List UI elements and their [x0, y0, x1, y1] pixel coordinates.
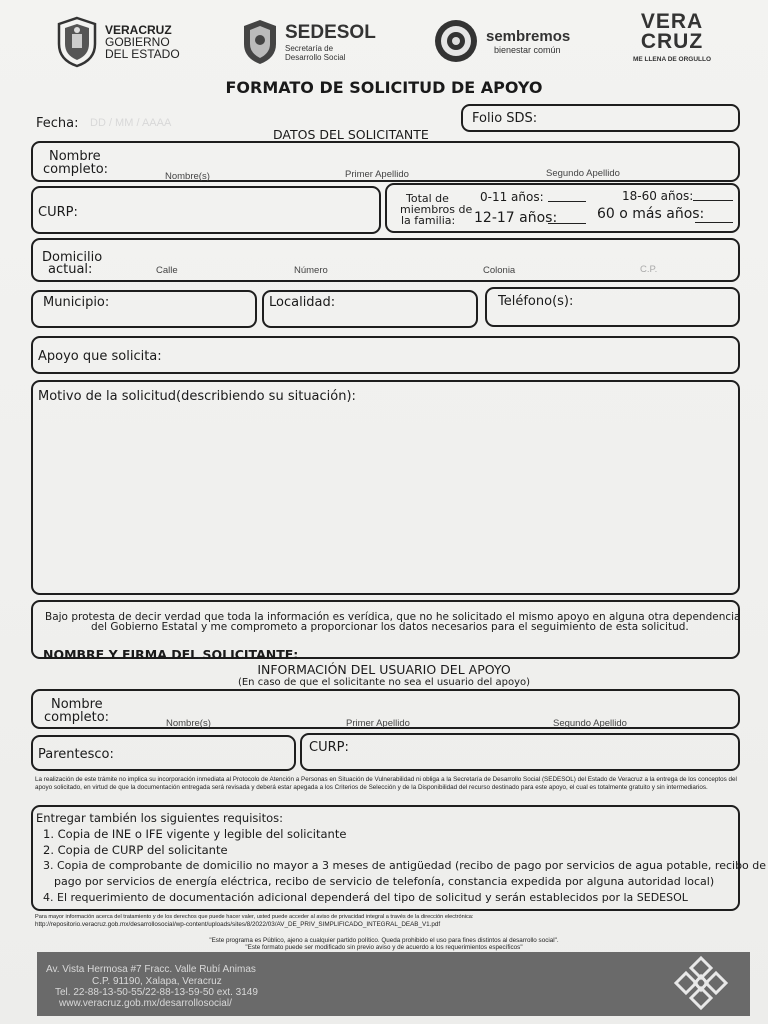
coat-of-arms-icon	[55, 16, 99, 68]
veracruz-brand-logo	[626, 12, 718, 72]
domicilio-sub-colonia: Colonia	[483, 265, 516, 276]
nombre-label-line1: Nombre	[49, 149, 101, 164]
folio-sds-label: Folio SDS:	[472, 111, 538, 126]
declaracion-firma-box[interactable]	[31, 600, 741, 662]
sedesol-line1: Secretaría de	[285, 44, 334, 53]
veracruz-logo-line1: VERA	[640, 10, 704, 33]
familia-members-field	[385, 183, 740, 233]
nombre-sub-nombres: Nombre(s)	[165, 171, 210, 182]
section-usuario-subheading: (En caso de que el solicitante no sea el usuario del apoyo)	[237, 677, 531, 688]
usuario-nombre-label-line1: Nombre	[51, 697, 103, 712]
municipio-label: Municipio:	[43, 295, 110, 310]
age-60-plus-input[interactable]	[695, 211, 733, 223]
sedesol-emblem-icon	[240, 18, 280, 66]
veracruz-logo-line2: CRUZ	[640, 30, 704, 53]
domicilio-label-line1: Domicilio	[42, 250, 103, 265]
gov-logo-line1: VERACRUZ	[105, 23, 172, 37]
fecha-label: Fecha:	[36, 116, 79, 131]
requisitos-box	[31, 805, 767, 911]
declaracion-line1: Bajo protesta de decir verdad que toda la información es verídica, que no he solicitado el mismo apoyo en alguna otra dependencia	[45, 611, 741, 623]
usuario-sub-primer-apellido: Primer Apellido	[346, 718, 410, 729]
parentesco-label: Parentesco:	[38, 747, 114, 762]
age-18-60-label: 18-60 años:	[622, 189, 694, 203]
familia-label-line2: miembros de	[400, 203, 473, 216]
telefono-field[interactable]	[485, 287, 740, 327]
sedesol-line2: Desarrollo Social	[285, 53, 346, 62]
age-12-17-label: 12-17 años:	[474, 210, 558, 226]
firma-label: NOMBRE Y FIRMA DEL SOLICITANTE:	[43, 647, 299, 662]
nombre-sub-primer-apellido: Primer Apellido	[345, 169, 409, 180]
curp-label: CURP:	[38, 205, 78, 220]
footer-address-line1: Av. Vista Hermosa #7 Fracc. Valle Rubí Animas	[46, 964, 256, 975]
formato-modificable-note: "Este formato puede ser modificado sin previo aviso y de acuerdo a los requerimientos específicos"	[245, 944, 523, 951]
domicilio-sub-numero: Número	[294, 265, 328, 276]
localidad-label: Localidad:	[269, 295, 336, 310]
sembremos-emblem-icon	[433, 18, 479, 64]
aviso-legal-text: La realización de este trámite no implica su incorporación inmediata al Protocolo de Atención a Personas en Situación de Vulnerabilidad ni obliga a la Secretaría de Desarrollo Social (SEDESOL) del Estado de Veracruz a la entrega de los conceptos del apoyo solicitado, en virtud de que la documentación entregada será revisada y deberá estar apegada a los Criterios de Selección y de la Disponibilidad del recurso destinado para este apoyo, el cual es totalmente gratuito y sin intermediarios.	[35, 776, 737, 791]
requisito-item-4: 4. El requerimiento de documentación adicional dependerá del tipo de solicitud y serán establecidos por la SEDESOL	[43, 891, 688, 904]
fecha-input[interactable]: DD / MM / AAAA	[90, 117, 172, 129]
footer-address-line2: C.P. 91190, Xalapa, Veracruz	[92, 976, 222, 987]
age-0-11-label: 0-11 años:	[480, 190, 544, 204]
knot-pattern-icon	[666, 954, 736, 1014]
localidad-field[interactable]	[262, 290, 478, 328]
familia-label-line1: Total de	[406, 192, 449, 205]
age-18-60-input[interactable]	[693, 189, 733, 201]
age-12-17-input[interactable]	[548, 212, 586, 224]
gov-veracruz-logo	[55, 16, 180, 70]
sembremos-title: sembremos	[486, 28, 571, 45]
requisito-item-2: 2. Copia de CURP del solicitante	[43, 843, 228, 857]
privacidad-text: Para mayor información acerca del tratamiento y de los derechos que puede hacer valer, usted puede acceder al aviso de privacidad integral a través de la dirección electrónica:	[35, 914, 474, 920]
usuario-sub-nombres: Nombre(s)	[166, 718, 211, 729]
motivo-label: Motivo de la solicitud(describiendo su situación):	[38, 389, 356, 404]
familia-label-line3: la familia:	[401, 214, 456, 227]
age-60-plus-label: 60 o más años:	[597, 206, 705, 222]
nombre-label-line2: completo:	[43, 162, 109, 177]
requisito-item-3-cont: pago por servicios de energía eléctrica, recibo de servicio de telefonía, constancia expedida por alguna autoridad local)	[54, 875, 715, 888]
nombre-sub-segundo-apellido: Segundo Apellido	[546, 168, 620, 179]
page-title: FORMATO DE SOLICITUD DE APOYO	[225, 78, 543, 97]
curp-field[interactable]	[31, 186, 381, 234]
requisitos-title: Entregar también los siguientes requisitos:	[36, 811, 283, 825]
gov-logo-line3: DEL ESTADO	[105, 47, 180, 61]
domicilio-sub-calle: Calle	[156, 265, 178, 276]
usuario-curp-field[interactable]	[300, 733, 740, 771]
domicilio-sub-cp: C.P.	[640, 264, 658, 275]
usuario-nombre-label-line2: completo:	[44, 710, 110, 725]
usuario-nombre-field[interactable]	[31, 689, 740, 729]
apoyo-solicitado-field[interactable]	[31, 336, 740, 374]
domicilio-field[interactable]	[31, 238, 740, 282]
usuario-sub-segundo-apellido: Segundo Apellido	[553, 718, 627, 729]
usuario-curp-label: CURP:	[309, 740, 349, 755]
parentesco-field[interactable]	[31, 735, 296, 771]
gov-logo-line2: GOBIERNO	[105, 35, 170, 49]
footer-website-link[interactable]: www.veracruz.gob.mx/desarrollosocial/	[59, 998, 232, 1009]
requisito-item-1: 1. Copia de INE o IFE vigente y legible del solicitante	[43, 827, 347, 841]
domicilio-label-line2: actual:	[48, 262, 93, 277]
programa-publico-note: "Este programa es Público, ajeno a cualquier partido político. Queda prohibido el uso para fines distintos al desarrollo social".	[209, 937, 559, 944]
age-0-11-input[interactable]	[548, 190, 586, 202]
nombre-completo-field[interactable]	[31, 141, 740, 182]
footer-phone: Tel. 22-88-13-50-55/22-88-13-59-50 ext. 3149	[55, 987, 258, 998]
municipio-field[interactable]	[31, 290, 257, 328]
sembremos-subtitle: bienestar común	[494, 45, 561, 55]
declaracion-line2: del Gobierno Estatal y me comprometo a proporcionar los datos necesarios para el seguimiento de esta solicitud.	[91, 621, 689, 633]
sedesol-title: SEDESOL	[285, 22, 376, 43]
section-solicitante-heading: DATOS DEL SOLICITANTE	[273, 127, 429, 142]
motivo-solicitud-textarea[interactable]	[31, 380, 740, 595]
requisito-item-3: 3. Copia de comprobante de domicilio no mayor a 3 meses de antigüedad (recibo de pago por servicios de agua potable, recibo de	[43, 859, 767, 872]
sembremos-logo	[433, 18, 578, 68]
telefono-label: Teléfono(s):	[498, 294, 574, 309]
apoyo-label: Apoyo que solicita:	[38, 349, 162, 364]
section-usuario-heading: INFORMACIÓN DEL USUARIO DEL APOYO	[257, 662, 511, 677]
veracruz-logo-slogan: ME LLENA DE ORGULLO	[632, 56, 712, 63]
footer-bar	[37, 952, 750, 1016]
sedesol-logo	[240, 18, 380, 68]
privacidad-url-link[interactable]: http://repositorio.veracruz.gob.mx/desarrollosocial/wp-content/uploads/sites/8/2022/03/AV_DE_PRIV_SIMPLIFICADO_INTEGRAL_DEAB_V1.pdf	[35, 921, 441, 928]
folio-sds-field[interactable]	[461, 104, 740, 132]
